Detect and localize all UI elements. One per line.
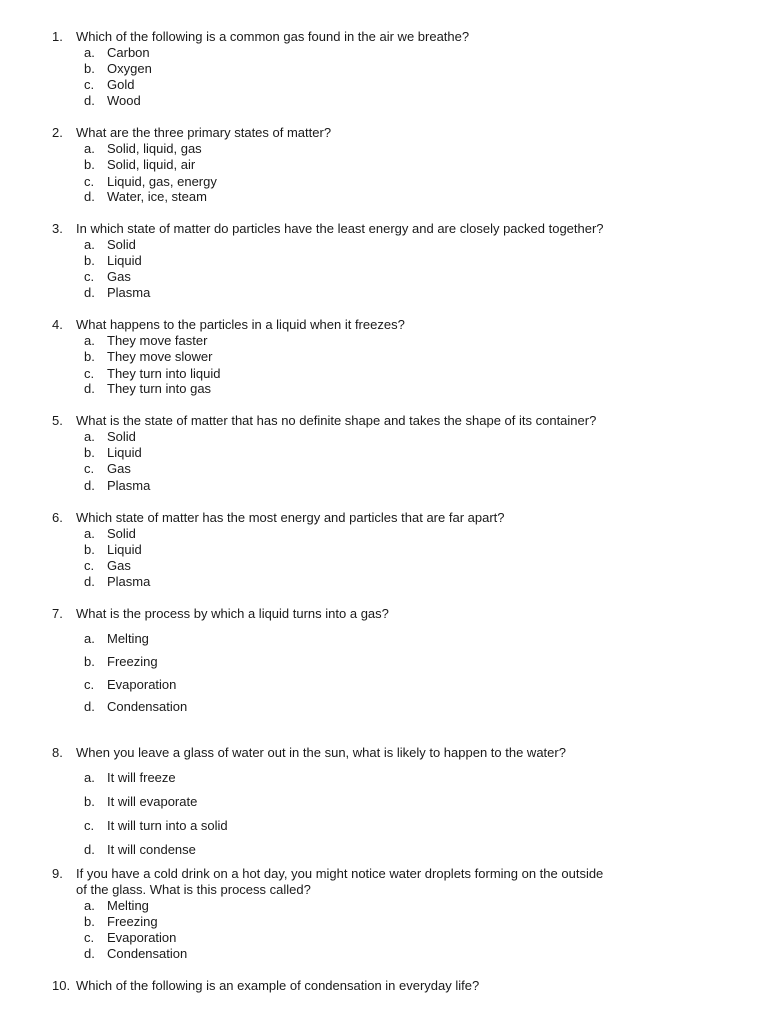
option-letter: a. — [84, 237, 95, 252]
option-letter: d. — [84, 93, 95, 108]
option-letter: b. — [84, 542, 95, 557]
option-text: Freezing — [107, 914, 158, 929]
option-letter: c. — [84, 366, 95, 381]
option-text: Carbon — [107, 45, 150, 60]
option-text: Wood — [107, 93, 141, 108]
question-text: What is the state of matter that has no definite shape and takes the shape of its container? — [76, 413, 597, 428]
option-text: Liquid — [107, 445, 142, 460]
option-text: Evaporation — [107, 930, 177, 945]
option-text: They turn into liquid — [107, 366, 221, 381]
question-number: 6. — [52, 510, 63, 525]
question-text: What is the process by which a liquid turns into a gas? — [76, 606, 389, 621]
option-letter: d. — [84, 381, 95, 396]
option-text: Plasma — [107, 574, 151, 589]
option-text: Solid — [107, 237, 136, 252]
option-letter: c. — [84, 174, 95, 189]
option-text: It will evaporate — [107, 794, 198, 809]
option-letter: a. — [84, 141, 95, 156]
question-number: 8. — [52, 745, 63, 760]
question-text: When you leave a glass of water out in the sun, what is likely to happen to the water? — [76, 745, 566, 760]
option-text: Liquid, gas, energy — [107, 174, 217, 189]
option-text: Solid — [107, 526, 136, 541]
option-text: They turn into gas — [107, 381, 212, 396]
option-letter: c. — [84, 930, 95, 945]
option-text: It will turn into a solid — [107, 818, 228, 833]
option-text: They move slower — [107, 349, 213, 364]
option-text: Condensation — [107, 946, 188, 961]
question-text: Which of the following is an example of condensation in everyday life? — [76, 978, 480, 993]
question-number: 4. — [52, 317, 63, 332]
question-number: 7. — [52, 606, 63, 621]
option-text: Solid, liquid, gas — [107, 141, 202, 156]
option-letter: d. — [84, 842, 95, 857]
question-number: 1. — [52, 29, 63, 44]
option-text: Gas — [107, 269, 131, 284]
option-letter: c. — [84, 677, 95, 692]
option-letter: d. — [84, 189, 95, 204]
option-letter: a. — [84, 45, 95, 60]
option-text: Solid, liquid, air — [107, 157, 196, 172]
question-text: of the glass. What is this process called? — [76, 882, 311, 897]
question-number: 10. — [52, 978, 71, 993]
option-letter: c. — [84, 461, 95, 476]
question-number: 9. — [52, 866, 63, 881]
option-letter: a. — [84, 429, 95, 444]
option-text: Freezing — [107, 654, 158, 669]
option-text: Oxygen — [107, 61, 152, 76]
option-letter: c. — [84, 558, 95, 573]
option-letter: b. — [84, 794, 95, 809]
option-letter: c. — [84, 269, 95, 284]
option-text: Water, ice, steam — [107, 189, 207, 204]
question-text: What are the three primary states of matter? — [76, 125, 332, 140]
question-number: 3. — [52, 221, 63, 236]
option-letter: d. — [84, 285, 95, 300]
option-letter: b. — [84, 914, 95, 929]
option-letter: b. — [84, 61, 95, 76]
question-text: If you have a cold drink on a hot day, you might notice water droplets forming on the outside — [76, 866, 604, 881]
option-text: Gold — [107, 77, 135, 92]
option-letter: d. — [84, 478, 95, 493]
option-letter: b. — [84, 253, 95, 268]
option-text: It will condense — [107, 842, 196, 857]
option-letter: a. — [84, 333, 95, 348]
question-number: 5. — [52, 413, 63, 428]
option-text: Liquid — [107, 253, 142, 268]
option-letter: d. — [84, 574, 95, 589]
option-letter: d. — [84, 946, 95, 961]
option-text: Gas — [107, 461, 131, 476]
option-text: Plasma — [107, 478, 151, 493]
option-letter: b. — [84, 654, 95, 669]
option-text: Melting — [107, 898, 149, 913]
question-text: What happens to the particles in a liquid when it freezes? — [76, 317, 405, 332]
question-text: Which of the following is a common gas found in the air we breathe? — [76, 29, 470, 44]
option-letter: d. — [84, 699, 95, 714]
option-text: Solid — [107, 429, 136, 444]
option-text: Condensation — [107, 699, 188, 714]
option-text: It will freeze — [107, 770, 176, 785]
option-text: Liquid — [107, 542, 142, 557]
option-letter: b. — [84, 445, 95, 460]
question-number: 2. — [52, 125, 63, 140]
option-letter: b. — [84, 349, 95, 364]
question-text: Which state of matter has the most energy and particles that are far apart? — [76, 510, 505, 525]
option-letter: c. — [84, 818, 95, 833]
option-letter: c. — [84, 77, 95, 92]
option-text: They move faster — [107, 333, 208, 348]
option-text: Gas — [107, 558, 131, 573]
option-letter: b. — [84, 157, 95, 172]
option-letter: a. — [84, 526, 95, 541]
option-text: Plasma — [107, 285, 151, 300]
option-letter: a. — [84, 770, 95, 785]
option-text: Melting — [107, 631, 149, 646]
question-text: In which state of matter do particles have the least energy and are closely packed together? — [76, 221, 604, 236]
option-letter: a. — [84, 631, 95, 646]
option-text: Evaporation — [107, 677, 177, 692]
option-letter: a. — [84, 898, 95, 913]
